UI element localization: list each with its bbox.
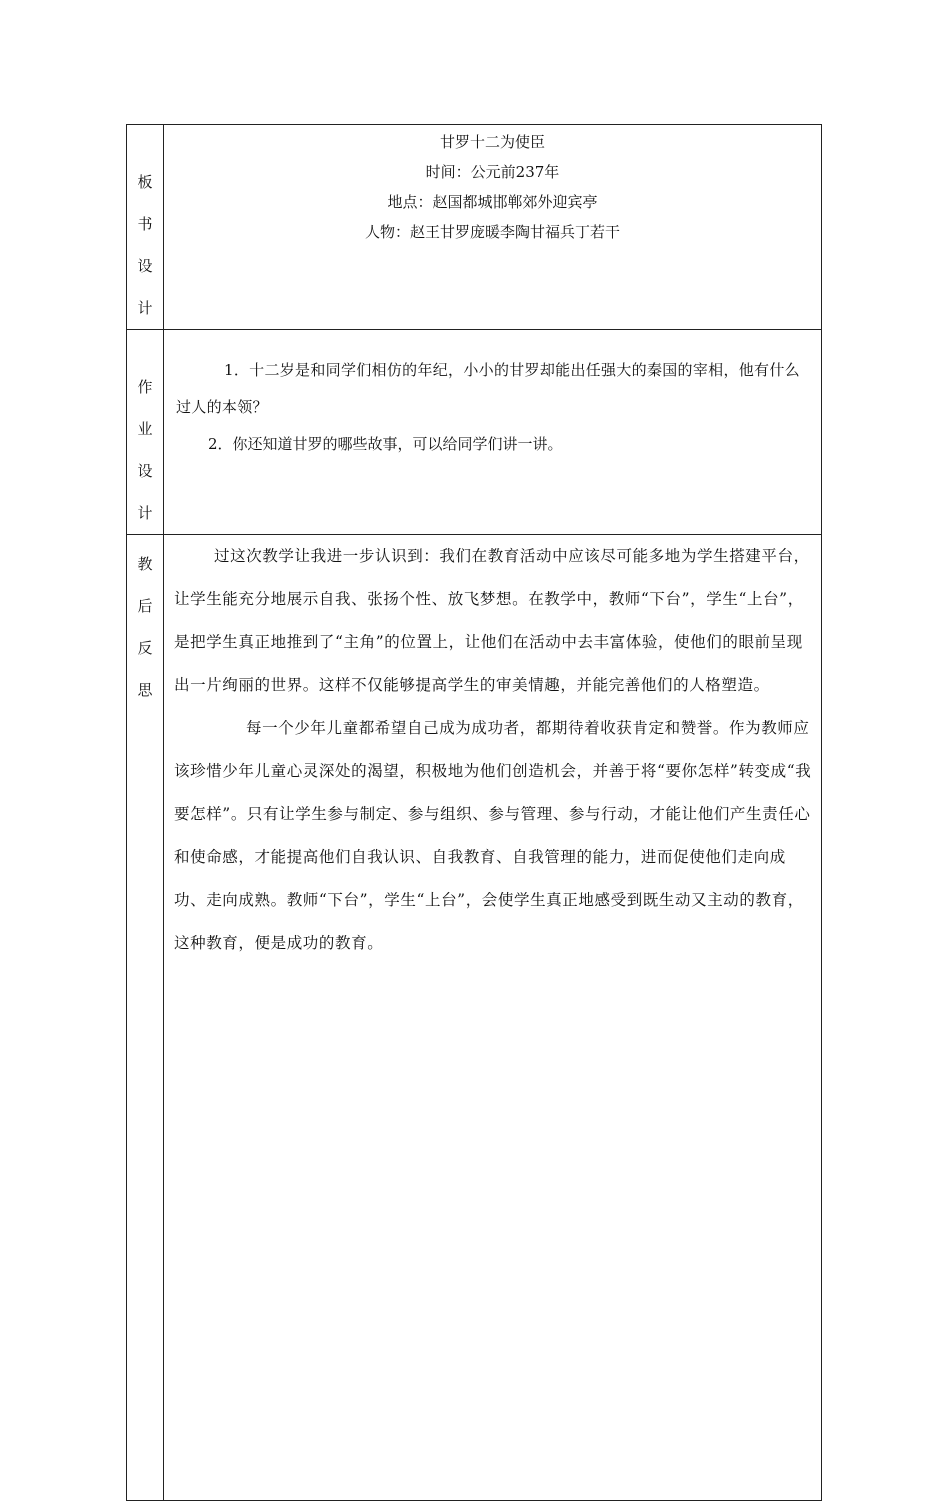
reflection-label-cell [127, 535, 164, 1501]
board-design-label-char: 计 [137, 299, 153, 317]
homework-design-label-char: 业 [137, 420, 153, 438]
reflection-label-char: 反 [137, 639, 153, 657]
board-design-label-char: 板 [137, 173, 153, 191]
homework-design-row [127, 330, 822, 535]
homework-design-label [127, 330, 163, 534]
board-design-label [127, 125, 163, 329]
board-design-label-cell [127, 125, 164, 330]
board-design-row [127, 125, 822, 330]
homework-item: 2．你还知道甘罗的哪些故事，可以给同学们讲一讲。 [208, 435, 563, 453]
lesson-plan-table [126, 124, 822, 1501]
board-design-content-cell [164, 125, 822, 330]
board-time-line: 时间：公元前237年 [425, 163, 560, 181]
reflection-content-cell [164, 535, 822, 1501]
reflection-label [127, 535, 163, 711]
homework-design-label-cell [127, 330, 164, 535]
homework-design-content-cell [164, 330, 822, 535]
homework-design-label-char: 作 [137, 378, 153, 396]
reflection-content [164, 535, 821, 965]
homework-design-label-char: 设 [137, 462, 153, 480]
reflection-row [127, 535, 822, 1501]
reflection-label-char: 教 [137, 555, 153, 573]
board-design-label-char: 书 [137, 215, 153, 233]
homework-design-label-char: 计 [137, 504, 153, 522]
board-design-content [164, 125, 821, 247]
reflection-paragraph: 过这次教学让我进一步认识到：我们在教育活动中应该尽可能多地为学生搭建平台，让学生能充分地展示自我、张扬个性、放飞梦想。在教学中，教师“下台”，学生“上台”，是把学生真正地推到了“主角”的位置上，让他们在活动中去丰富体验，使他们的眼前呈现出一片绚丽的世界。这样不仅能够提高学生的审美情趣，并能完善他们的人格塑造。 [174, 547, 810, 694]
lesson-title: 甘罗十二为使臣 [439, 133, 545, 151]
reflection-paragraph: 每一个少年儿童都希望自己成为成功者，都期待着收获肯定和赞誉。作为教师应该珍惜少年儿童心灵深处的渴望，积极地为他们创造机会，并善于将“要你怎样”转变成“我要怎样”。只有让学生参与制定、参与组织、参与管理、参与行动，才能让他们产生责任心和使命感，才能提高他们自我认识、自我教育、自我管理的能力，进而促使他们走向成功、走向成熟。教师“下台”，学生“上台”，会使学生真正地感受到既生动又主动的教育，这种教育，便是成功的教育。 [174, 719, 812, 952]
homework-design-content [164, 330, 821, 463]
reflection-label-char: 后 [137, 597, 153, 615]
reflection-label-char: 思 [137, 681, 153, 699]
board-place-line: 地点：赵国都城邯郸郊外迎宾亭 [387, 193, 598, 211]
board-characters-line: 人物：赵王甘罗庞暖李陶甘福兵丁若干 [364, 223, 620, 241]
board-design-label-char: 设 [137, 257, 153, 275]
homework-item: 1．十二岁是和同学们相仿的年纪，小小的甘罗却能出任强大的秦国的宰相，他有什么过人的本领？ [176, 361, 800, 416]
